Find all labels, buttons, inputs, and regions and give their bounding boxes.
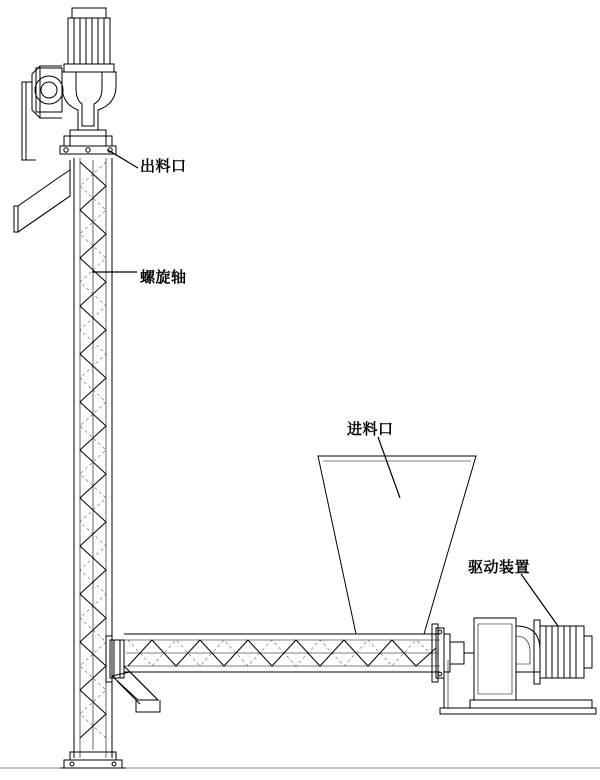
conveyor-junction [106,636,160,712]
horizontal-screw-flights [126,640,438,666]
vertical-conveyor-base [60,752,126,768]
label-drive-unit: 驱动装置 [468,559,531,576]
label-feed-inlet: 进料口 [347,421,394,438]
label-discharge-port: 出料口 [140,158,187,175]
leader-drive-unit [521,574,558,626]
feed-hopper [318,456,476,634]
leader-lines [92,150,558,626]
side-drive-motor [440,618,596,714]
leader-feed-inlet [378,437,400,498]
top-drive-motor [22,8,116,160]
discharge-chute [14,160,70,232]
label-screw-shaft: 螺旋轴 [140,269,187,286]
vertical-screw-flights [80,160,106,750]
horizontal-end-flange [432,624,474,682]
